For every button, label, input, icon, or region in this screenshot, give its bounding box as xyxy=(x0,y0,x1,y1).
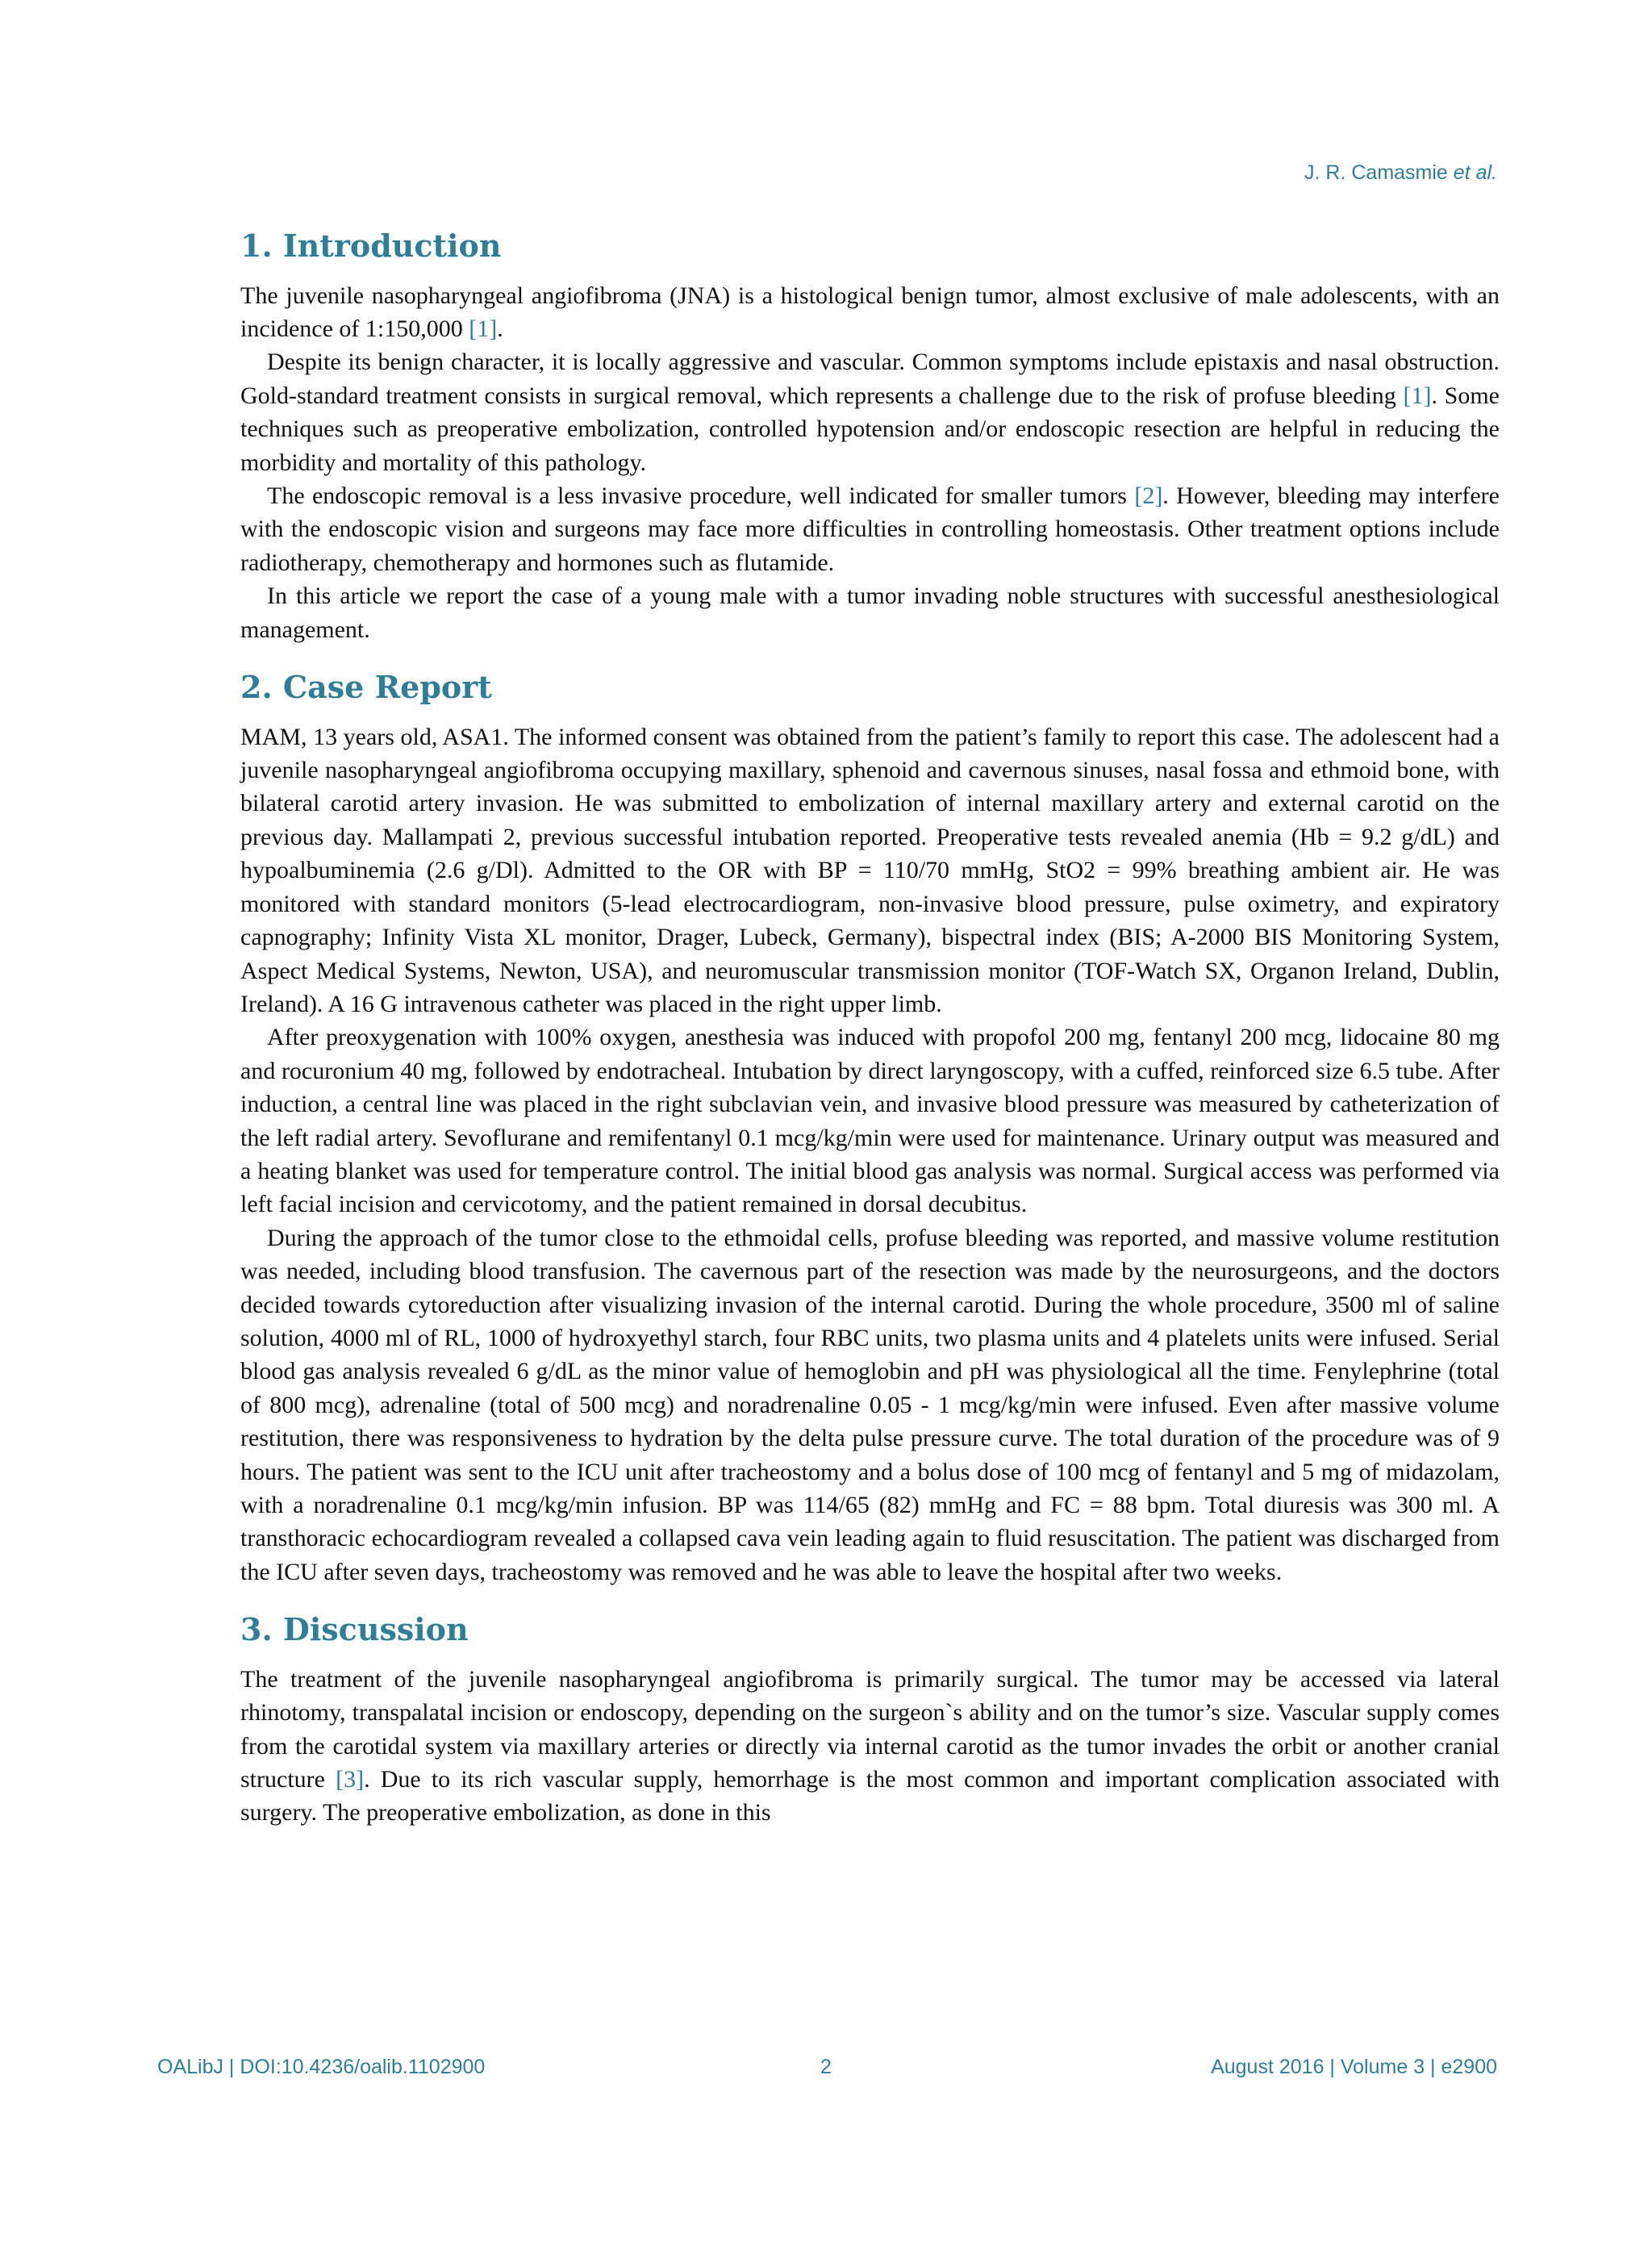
paragraph xyxy=(240,720,1500,1021)
text-run: In this article we report the case of a young male with a tumor invading noble structures with successful anesthesiological management. xyxy=(240,582,1500,643)
text-run: . However, bleeding may interfere with the endoscopic vision and surgeons may face more difficulties in controlling homeostasis. Other treatment options include radiotherapy, chemotherapy and hormones such as flutamide. xyxy=(240,482,1500,576)
text-run: MAM, 13 years old, ASA1. The informed consent was obtained from the patient’s family to report this case. The adolescent had a juvenile nasopharyngeal angiofibroma occupying maxillary, sphenoid and cavernous sinuses, nasal fossa and ethmoid bone, with bilateral carotid artery invasion. He was submitted to embolization of internal maxillary artery and external carotid on the previous day. Mallampati 2, previous successful intubation reported. Preoperative tests revealed anemia (Hb = 9.2 g/dL) and hypoalbuminemia (2.6 g/Dl). Admitted to the OR with BP = 110/70 mmHg, StO2 = 99% breathing ambient air. He was monitored with standard monitors (5-lead electrocardiogram, non-invasive blood pressure, pulse oximetry, and expiratory capnography; Infinity Vista XL monitor, Drager, Lubeck, Germany), bispectral index (BIS; A-2000 BIS Monitoring System, Aspect Medical Systems, Newton, USA), and neuromuscular transmission monitor (TOF-Watch SX, Organon Ireland, Dublin, Ireland). A 16 G intravenous catheter was placed in the right upper limb. xyxy=(240,723,1500,1017)
footer-journal: OALibJ | DOI:10.4236/oalib.1102900 xyxy=(157,2056,486,2078)
paragraph xyxy=(240,1021,1500,1221)
paragraph xyxy=(240,1663,1500,1830)
footer-issue: August 2016 | Volume 3 | e2900 xyxy=(1211,2056,1497,2078)
footer-page-number: 2 xyxy=(820,2056,832,2078)
paragraph xyxy=(240,345,1500,479)
header-etal: et al. xyxy=(1453,161,1497,184)
text-run: During the approach of the tumor close to the ethmoidal cells, profuse bleeding was reported, and massive volume restitution was needed, including blood transfusion. The cavernous part of the resection was made by the neurosurgeons, and the doctors decided towards cytoreduction after visualizing invasion of the internal carotid. During the whole procedure, 3500 ml of saline solution, 4000 ml of RL, 1000 of hydroxyethyl starch, four RBC units, two plasma units and 4 platelets units were infused. Serial blood gas analysis revealed 6 g/dL as the minor value of hemoglobin and pH was physiological all the time. Fenylephrine (total of 800 mcg), adrenaline (total of 500 mcg) and noradrenaline 0.05 - 1 mcg/kg/min were infused. Even after massive volume restitution, there was responsiveness to hydration by the delta pulse pressure curve. The total duration of the procedure was of 9 hours. The patient was sent to the ICU unit after tracheostomy and a bolus dose of 100 mcg of fentanyl and 5 mg of midazolam, with a noradrenaline 0.1 mcg/kg/min infusion. BP was 114/65 (82) mmHg and FC = 88 bpm. Total diuresis was 300 ml. A transthoracic echocardiogram revealed a collapsed cava vein leading again to fluid resuscitation. The patient was discharged from the ICU after seven days, tracheostomy was removed and he was able to leave the hospital after two weeks. xyxy=(240,1224,1500,1585)
text-run: The juvenile nasopharyngeal angiofibroma (JNA) is a histological benign tumor, almost exclusive of male adolescents, with an incidence of 1:150,000 xyxy=(240,282,1500,342)
citation-link[interactable]: [3] xyxy=(336,1766,365,1793)
text-run: The treatment of the juvenile nasopharyngeal angiofibroma is primarily surgical. The tumor may be accessed via lateral rhinotomy, transpalatal incision or endoscopy, depending on the surgeon`s ability and on the tumor’s size. Vascular supply comes from the carotidal system via maxillary arteries or directly via internal carotid as the tumor invades the orbit or another cranial structure xyxy=(240,1665,1500,1793)
text-run: After preoxygenation with 100% oxygen, anesthesia was induced with propofol 200 mg, fentanyl 200 mcg, lidocaine 80 mg and rocuronium 40 mg, followed by endotracheal. Intubation by direct laryngoscopy, with a cuffed, reinforced size 6.5 tube. After induction, a central line was placed in the right subclavian vein, and invasive blood pressure was measured by catheterization of the left radial artery. Sevoflurane and remifentanyl 0.1 mcg/kg/min were used for maintenance. Urinary output was measured and a heating blanket was used for temperature control. The initial blood gas analysis was normal. Surgical access was performed via left facial incision and cervicotomy, and the patient remained in dorsal decubitus. xyxy=(240,1024,1500,1218)
article-body xyxy=(240,228,1500,1830)
text-run: Despite its benign character, it is locally aggressive and vascular. Common symptoms include epistaxis and nasal obstruction. Gold-standard treatment consists in surgical removal, which represents a challenge due to the risk of profuse bleeding xyxy=(240,349,1500,409)
header-author: J. R. Camasmie xyxy=(1304,161,1448,184)
section-heading: 1. Introduction xyxy=(240,228,502,264)
text-run: The endoscopic removal is a less invasive procedure, well indicated for smaller tumors xyxy=(267,482,1135,510)
citation-link[interactable]: [2] xyxy=(1134,482,1163,510)
text-run: . Some techniques such as preoperative embolization, controlled hypotension and/or endoscopic resection are helpful in reducing the morbidity and mortality of this pathology. xyxy=(240,382,1500,476)
section-heading: 3. Discussion xyxy=(240,1611,469,1648)
paragraph xyxy=(240,279,1500,346)
paragraph xyxy=(240,479,1500,579)
section-heading: 2. Case Report xyxy=(240,669,492,706)
citation-link[interactable]: [1] xyxy=(469,315,498,342)
paragraph xyxy=(240,1221,1500,1589)
text-run: . xyxy=(497,315,503,342)
citation-link[interactable]: [1] xyxy=(1403,382,1432,409)
running-header xyxy=(1304,161,1497,185)
text-run: . Due to its rich vascular supply, hemorrhage is the most common and important complication associated with surgery. The preoperative embolization, as done in this xyxy=(240,1766,1500,1827)
paragraph xyxy=(240,579,1500,646)
